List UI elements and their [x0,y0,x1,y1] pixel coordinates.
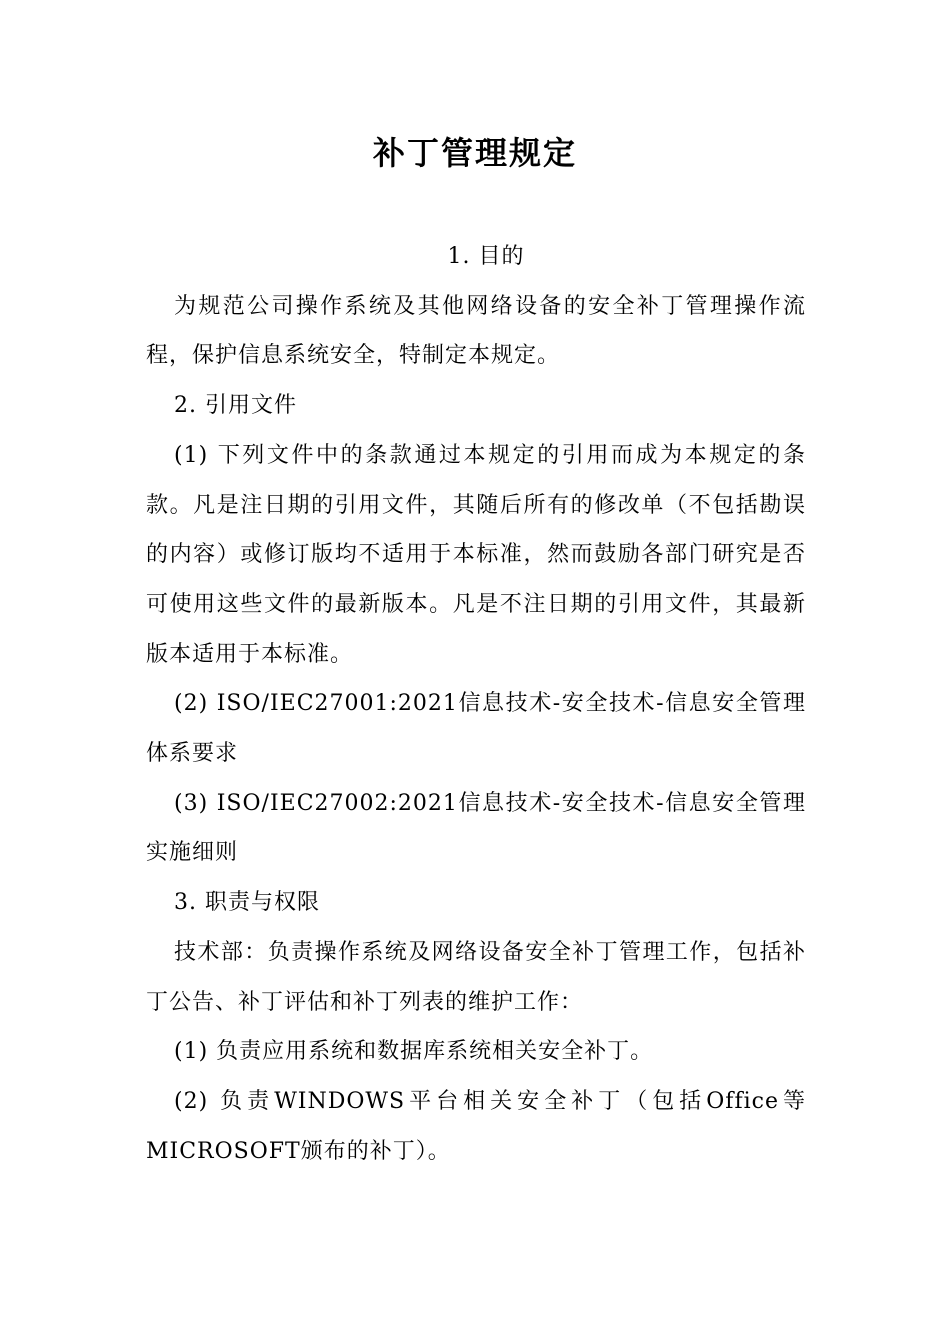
paragraph-responsibility-2: (2) 负责WINDOWS平台相关安全补丁（包括Office等MICROSOFT颁布的补丁）。 [146,1088,806,1164]
paragraph-reference-2: (2) ISO/IEC27001:2021信息技术-安全技术-信息安全管理体系要求 [146,691,806,767]
paragraph-purpose: 为规范公司操作系统及其他网络设备的安全补丁管理操作流程，保护信息系统安全，特制定本规定。 [146,293,806,369]
section-heading-purpose: 1. 目的 [447,244,525,269]
paragraph-responsibility-1: (1) 负责应用系统和数据库系统相关安全补丁。 [174,1039,654,1065]
document-title: 补丁管理规定 [372,134,577,172]
section-heading-references: 2. 引用文件 [174,393,297,419]
section-heading-responsibilities: 3. 职责与权限 [174,890,320,916]
paragraph-reference-1: (1) 下列文件中的条款通过本规定的引用而成为本规定的条款。凡是注日期的引用文件，其随后所有的修改单（不包括勘误的内容）或修订版均不适用于本标准，然而鼓励各部门研究是否可使用这些文件的最新版本。凡是不注日期的引用文件，其最新版本适用于本标准。 [146,442,806,667]
paragraph-tech-department: 技术部：负责操作系统及网络设备安全补丁管理工作，包括补丁公告、补丁评估和补丁列表的维护工作： [146,939,806,1015]
paragraph-reference-3: (3) ISO/IEC27002:2021信息技术-安全技术-信息安全管理实施细则 [146,790,806,866]
document-body [146,232,806,1176]
